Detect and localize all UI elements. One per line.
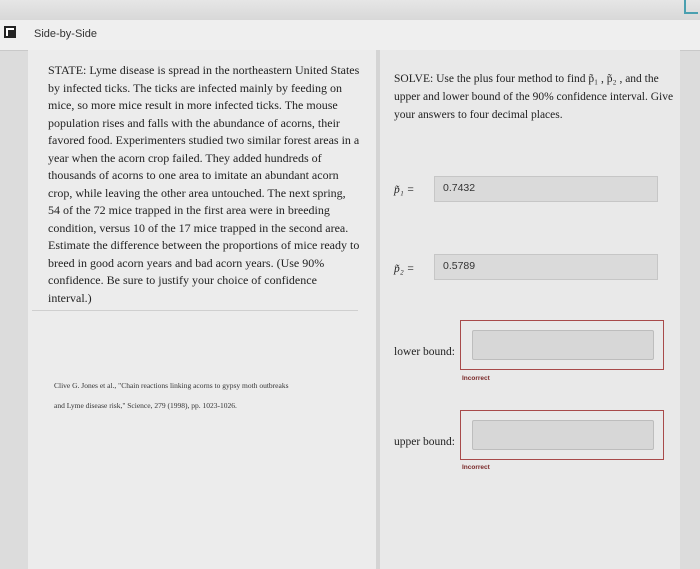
panel-header	[0, 20, 700, 51]
corner-bracket-icon	[684, 0, 698, 14]
top-bar	[0, 0, 700, 20]
p1-answer-field[interactable]: 0.7432	[434, 176, 658, 202]
header-title: Side-by-Side	[34, 28, 97, 40]
lower-bound-label: lower bound:	[394, 346, 456, 358]
solve-panel	[380, 50, 680, 569]
reference-divider	[32, 310, 358, 311]
citation	[54, 376, 364, 416]
citation-line-1: Clive G. Jones et al., "Chain reactions linking acorns to gypsy moth outbreaks	[54, 381, 289, 390]
lower-bound-input[interactable]	[472, 330, 654, 360]
p2-label: p̃₂ =	[394, 263, 415, 275]
state-text: STATE: Lyme disease is spread in the northeastern United States by infected ticks. The ticks are infected mainly by feeding on mice, so more mice result in more infected ticks. The mouse population rises and falls with the abundance of acorns, their favored food. Experimenters studied two similar forest areas in a year when the acorn crop failed. They added hundreds of thousands of acorns to one area to imitate an abundant acorn crop, while leaving the other area untouched. The next spring, 54 of the 72 mice trapped in the first area were in breeding condition, versus 10 of the 17 mice trapped in the second area. Estimate the difference between the proportions of mice ready to breed in good acorn years and bad acorn years. (Use 90% confidence. Be sure to justify your choice of confidence interval.)	[48, 63, 360, 305]
upper-bound-input[interactable]	[472, 420, 654, 450]
upper-bound-label: upper bound:	[394, 436, 456, 448]
p1-label: p̃₁ =	[394, 184, 415, 196]
solve-instructions: SOLVE: Use the plus four method to find p̃₁ , p̃₂ , and the upper and lower bound of the 90% confidence interval. Give your answers to four decimal places.	[394, 73, 674, 121]
citation-line-2: and Lyme disease risk," Science, 279 (1998), pp. 1023-1026.	[54, 401, 237, 410]
side-by-side-toggle-icon[interactable]	[4, 26, 16, 38]
upper-bound-status: Incorrect	[462, 464, 490, 471]
lower-bound-status: Incorrect	[462, 375, 490, 382]
p2-answer-field[interactable]: 0.5789	[434, 254, 658, 280]
